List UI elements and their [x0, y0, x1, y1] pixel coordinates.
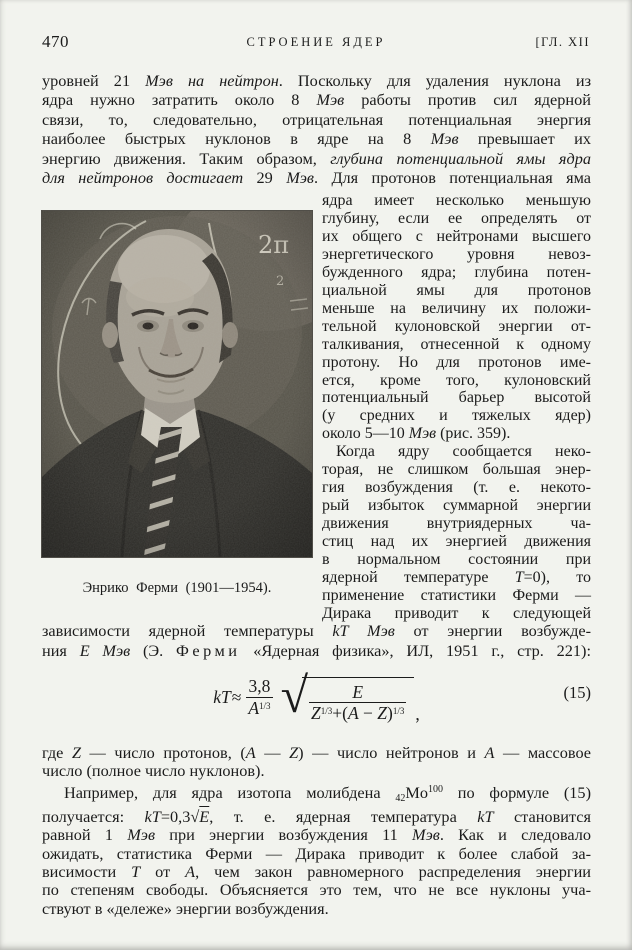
text-line: рый избыток суммарной энергии: [322, 497, 591, 515]
text-line: наиболее быстрых нуклонов в ядре на 8 Мэв превышает их: [42, 129, 591, 149]
text-line: меньше на величину их положи-: [322, 299, 591, 317]
text-line: где Z — число протонов, (A — Z) — число нейтронов и A — массовое: [42, 743, 592, 762]
text-line: циальной ямы для протонов: [322, 281, 591, 299]
running-title: СТРОЕНИЕ ЯДЕР: [246, 35, 386, 49]
text-line: бужденного ядра; глубина потен-: [322, 263, 591, 281]
text-line: энергетического уровня невоз-: [322, 245, 591, 263]
text-line: тельной кулоновской энергии от-: [322, 317, 591, 335]
text-line: их общего с нейтронами высшего: [322, 227, 591, 245]
bridge-paragraph: [42, 621, 591, 660]
page-number: 470: [42, 32, 69, 51]
closing-paragraphs: [42, 744, 591, 918]
text-line: движения внутриядерных ча-: [322, 515, 591, 533]
equation-15: [42, 663, 591, 731]
square-root: √ $\frac{E}{Z^{1/3}+(A - Z)^{1/3}}$: [281, 672, 415, 723]
coefficient-fraction: $\frac{3,8}{A^{1/3}}$: [248, 676, 271, 718]
chapter-reference: [ГЛ. XII: [535, 35, 590, 49]
text-line: около 5—10 Мэв (рис. 359).: [322, 425, 511, 443]
intro-paragraph: [42, 71, 591, 187]
text-line: число (полное число нуклонов).: [42, 761, 265, 781]
fermi-photo: [42, 211, 312, 557]
text-line: получается: kT=0,3√E, т. е. ядерная температура kT становится: [42, 807, 591, 827]
text-line: по степеням свободы. Объясняется это тем, что не все нуклоны уча-: [42, 880, 591, 900]
text-line: ядерной температуре T=0), то: [322, 569, 591, 587]
text-line: талкивания, отнесенной к одному: [322, 335, 591, 353]
text-line: ожидать, статистика Ферми — Дирака приводит к более слабой за-: [42, 843, 591, 863]
text-line: ния E Мэв (Э. Ферми «Ядерная физика», ИЛ, 1951 г., стр. 221):: [42, 640, 591, 660]
formula-lhs: kT: [213, 686, 231, 707]
text-line: Дирака приводит к следующей: [322, 604, 591, 622]
text-line: протону. Но для протонов име-: [322, 353, 591, 371]
fermi-portrait-image: [42, 211, 312, 557]
text-line: торая, не слишком большая энер-: [322, 461, 591, 479]
text-line: равной 1 Мэв при энергии возбуждения 11 Мэв. Как и следовало: [42, 825, 591, 845]
text-line: связи, то, следовательно, отрицательная потенциальная энергия: [42, 109, 591, 129]
text-line: ствуют в «дележе» энергии возбуждения.: [42, 898, 329, 918]
text-line: в нормальном состоянии при: [322, 551, 591, 569]
text-line: энергию движения. Таким образом, глубина потенциальной ямы ядра: [42, 148, 591, 168]
text-line: для нейтронов достигает 29 Мэв. Для протонов потенциальная яма: [42, 168, 591, 188]
text-line: ядра нужно затратить около 8 Мэв работы против сил ядерной: [42, 90, 591, 110]
page-header: [42, 32, 590, 52]
text-line: гия возбуждения (т. е. некото-: [322, 479, 591, 497]
text-line: Когда ядру сообщается неко-: [336, 443, 591, 461]
equation-number: (15): [563, 683, 591, 702]
photo-caption: Энрико Ферми (1901—1954).: [82, 580, 272, 596]
right-column-text: [322, 192, 591, 623]
formula-comma: ,: [415, 704, 420, 724]
text-line: уровней 21 Мэв на нейтрон. Поскольку для удаления нуклона из: [42, 71, 592, 90]
text-line: потенциальный барьер высотой: [322, 389, 591, 407]
text-line: висимости T от A, чем закон равномерного распределения энергии: [42, 862, 591, 882]
text-line: стиц над их энергией движения: [322, 533, 591, 551]
text-line: применение статистики Ферми —: [322, 586, 591, 604]
text-line: (у средних и тяжелых ядер): [322, 407, 591, 425]
text-line: ядра имеет несколько меньшую: [322, 192, 591, 209]
text-line: глубину, если ее определять от: [322, 209, 591, 227]
text-line: зависимости ядерной температуры kT Мэв от энергии возбужде-: [42, 621, 592, 640]
text-line: ется, кроме того, кулоновский: [322, 371, 591, 389]
text-line: Например, для ядра изотопа молибдена $_{42}Mo^{100}$ по формуле (15): [64, 782, 591, 804]
radical-sign: √: [280, 666, 309, 723]
approx-sign: ≈: [231, 686, 242, 707]
